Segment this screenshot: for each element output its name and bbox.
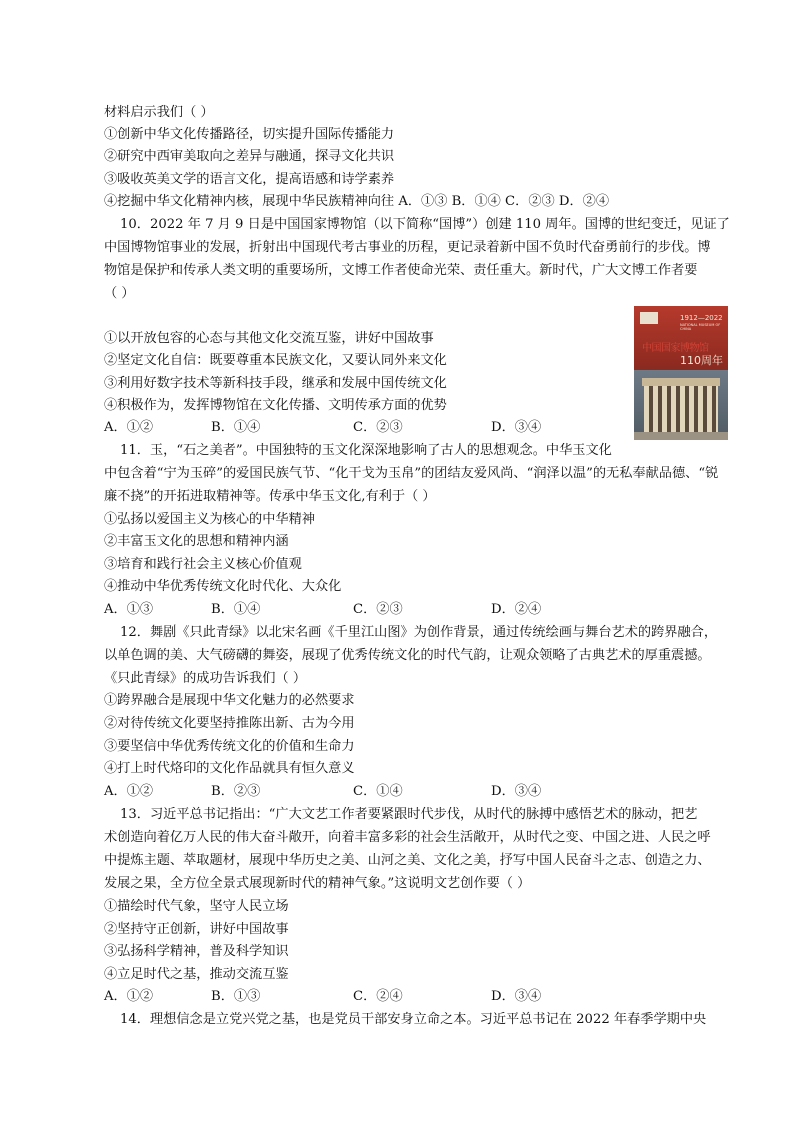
q10-statement-4: ④积极作为，发挥博物馆在文化传播、文明传承方面的优势	[104, 398, 447, 413]
q13-stem-4: 发展之果，全方位全景式展现新时代的精神气象。”这说明文艺创作要（ ）	[104, 876, 531, 891]
q10-stem-3: 物馆是保护和传承人类文明的重要场所，文博工作者使命光荣、责任重大。新时代，广大文博工作者要	[104, 263, 698, 278]
q12-stem-2: 以单色调的美、大气磅礴的舞姿，展现了优秀传统文化的时代气韵，让观众领略了古典艺术的厚重震撼。	[104, 648, 711, 663]
q9-statement-2: ②研究中西审美取向之差异与融通，探寻文化共识	[104, 149, 395, 164]
option-a: A．①②	[104, 989, 154, 1004]
option-b: B．①④	[211, 602, 261, 617]
q12-statement-3: ③要坚信中华优秀传统文化的价值和生命力	[104, 739, 355, 754]
option-d: D．③④	[491, 420, 542, 435]
q10-statement-2: ②坚定文化自信：既要尊重本民族文化，又要认同外来文化	[104, 353, 447, 368]
museum-logo-icon	[640, 312, 658, 324]
option-a: A．①②	[104, 784, 154, 799]
image-subtitle: NATIONAL MUSEUM OF CHINA	[680, 323, 721, 331]
q12-stem-1: 12．舞剧《只此青绿》以北宋名画《千里江山图》为创作背景，通过传统绘画与舞台艺术的跨界融合，	[120, 625, 718, 640]
q9-prompt: 材料启示我们（ ）	[104, 105, 214, 120]
q13-stem-3: 中提炼主题、萃取题材，展现中华历史之美、山河之美、文化之美，抒写中国人民奋斗之志、创造之力、	[104, 853, 711, 868]
q13-stem-1: 13．习近平总书记指出：“广大文艺工作者要紧跟时代步伐，从时代的脉搏中感悟艺术的脉动，把艺	[120, 807, 698, 822]
option-b: B．①③	[211, 989, 261, 1004]
q9-statement-4-options: ④挖掘中华文化精神内核，展现中华民族精神向往 A．①③ B．①④ C．②③ D．②④	[104, 194, 610, 209]
q10-statement-1: ①以开放包容的心态与其他文化交流互鉴，讲好中国故事	[104, 331, 434, 346]
option-a: A．①③	[104, 602, 154, 617]
q9-statement-1: ①创新中华文化传播路径，切实提升国际传播能力	[104, 127, 395, 142]
option-a: A．①②	[104, 420, 154, 435]
option-d: D．③④	[491, 989, 542, 1004]
q12-stem-3: 《只此青绿》的成功告诉我们（ ）	[104, 671, 307, 686]
q11-stem-2: 中包含着“宁为玉碎”的爱国民族气节、“化干戈为玉帛”的团结友爱风尚、“润泽以温”的无私奉献品德、“锐	[104, 466, 719, 481]
option-c: C．①④	[353, 784, 403, 799]
q13-stem-2: 术创造向着亿万人民的伟大奋斗敞开，向着丰富多彩的社会生活敞开，从时代之变、中国之进、人民之呼	[104, 830, 711, 845]
option-d: D．②④	[491, 602, 542, 617]
q11-statement-1: ①弘扬以爱国主义为核心的中华精神	[104, 512, 315, 527]
q13-statement-4: ④立足时代之基，推动交流互鉴	[104, 967, 289, 982]
image-title: 中国国家博物馆	[642, 343, 709, 354]
q13-statement-1: ①描绘时代气象，坚守人民立场	[104, 899, 289, 914]
option-c: C．②③	[353, 602, 403, 617]
option-c: C．②③	[353, 420, 403, 435]
option-b: B．②③	[211, 784, 261, 799]
q10-stem-2: 中国博物馆事业的发展，折射出中国现代考古事业的历程，更记录着新中国不负时代奋勇前行的步伐。博	[104, 240, 711, 255]
q10-statement-3: ③利用好数字技术等新科技手段，继承和发展中国传统文化	[104, 376, 447, 391]
q13-statement-3: ③弘扬科学精神，普及科学知识	[104, 944, 289, 959]
q10-stem-1: 10．2022 年 7 月 9 日是中国国家博物馆（以下简称“国博”）创建 110 周年。国博的世纪变迁，见证了	[120, 217, 730, 232]
q14-stem-1: 14．理想信念是立党兴党之基，也是党员干部安身立命之本。习近平总书记在 2022 年春季学期中央	[120, 1012, 707, 1027]
q11-stem-3: 廉不挠”的开拓进取精神等。传承中华玉文化,有利于（ ）	[104, 489, 436, 504]
image-years: 1912—2022	[680, 314, 723, 322]
q11-statement-3: ③培育和践行社会主义核心价值观	[104, 557, 302, 572]
q12-statement-4: ④打上时代烙印的文化作品就具有恒久意义	[104, 761, 355, 776]
image-anniversary: 110周年	[680, 354, 723, 367]
q12-statement-2: ②对待传统文化要坚持推陈出新、古为今用	[104, 716, 355, 731]
q10-stem-4: （ ）	[104, 286, 135, 301]
q13-statement-2: ②坚持守正创新，讲好中国故事	[104, 922, 289, 937]
option-c: C．②④	[353, 989, 403, 1004]
option-b: B．①④	[211, 420, 261, 435]
q11-statement-4: ④推动中华优秀传统文化时代化、大众化	[104, 579, 342, 594]
q11-statement-2: ②丰富玉文化的思想和精神内涵	[104, 534, 289, 549]
q12-statement-1: ①跨界融合是展现中华文化魅力的必然要求	[104, 693, 355, 708]
q9-statement-3: ③吸收英美文学的语言文化，提高语感和诗学素养	[104, 172, 395, 187]
museum-anniversary-image	[634, 306, 728, 440]
option-d: D．③④	[491, 784, 542, 799]
q11-stem-1: 11．玉，“石之美者”。中国独特的玉文化深深地影响了古人的思想观念。中华玉文化	[120, 443, 612, 458]
